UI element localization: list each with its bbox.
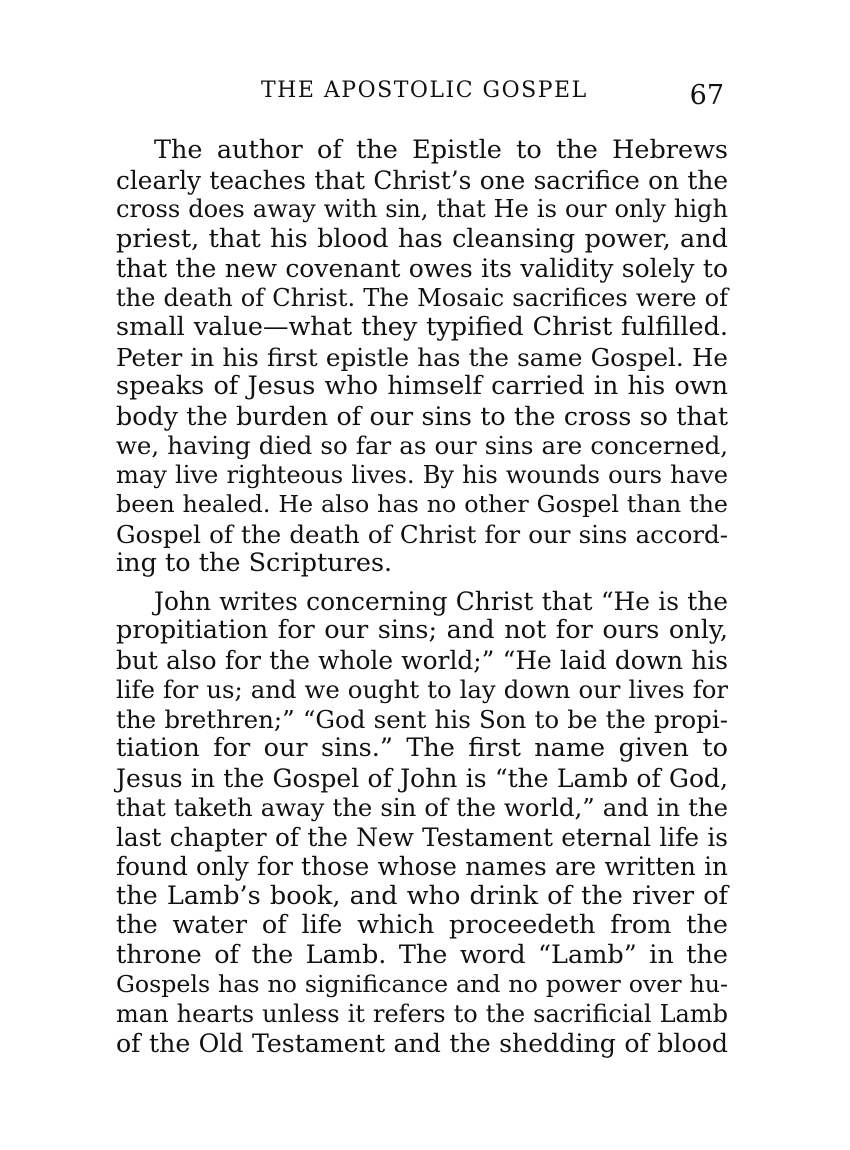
text-line: may live righteous lives. By his wounds ours have bbox=[116, 460, 728, 489]
text-line: last chapter of the New Testament eternal life is bbox=[116, 822, 728, 852]
text-line: found only for those whose names are written in bbox=[116, 852, 728, 881]
body-text bbox=[116, 136, 728, 1059]
text-line: body the burden of our sins to the cross so that bbox=[116, 401, 728, 431]
text-line: Jesus in the Gospel of John is “the Lamb of God, bbox=[116, 763, 728, 793]
text-line: The author of the Epistle to the Hebrews bbox=[154, 135, 728, 165]
text-line: we, having died so far as our sins are concerned, bbox=[116, 431, 728, 460]
text-line: that the new covenant owes its validity solely to bbox=[116, 254, 728, 283]
text-line: tiation for our sins.” The first name given to bbox=[116, 733, 728, 763]
text-line: life for us; and we ought to lay down our lives for bbox=[116, 675, 728, 704]
text-line: the death of Christ. The Mosaic sacrifices were of bbox=[116, 283, 728, 312]
text-line: John writes concerning Christ that “He is the bbox=[154, 586, 728, 616]
text-line: priest, that his blood has cleansing power, and bbox=[116, 223, 728, 254]
text-line: man hearts unless it refers to the sacrificial Lamb bbox=[116, 999, 728, 1028]
text-line: propitiation for our sins; and not for ours only, bbox=[116, 615, 728, 645]
text-line: cross does away with sin, that He is our only high bbox=[116, 195, 728, 223]
text-line: the water of life which proceedeth from the bbox=[116, 910, 728, 940]
text-line: Gospel of the death of Christ for our sins accord- bbox=[116, 519, 728, 549]
text-line: small value—what they typified Christ fulfilled. bbox=[116, 312, 728, 342]
paragraph bbox=[116, 136, 728, 579]
text-line: throne of the Lamb. The word “Lamb” in the bbox=[116, 939, 728, 970]
running-header bbox=[116, 78, 728, 114]
text-line: of the Old Testament and the shedding of blood bbox=[116, 1029, 728, 1058]
text-line: the Lamb’s book, and who drink of the river of bbox=[116, 880, 728, 911]
paragraph-gap bbox=[116, 579, 728, 587]
paragraph bbox=[116, 587, 728, 1059]
page-number: 67 bbox=[689, 80, 724, 111]
text-line: ing to the Scriptures. bbox=[116, 548, 393, 578]
text-line: that taketh away the sin of the world,” and in the bbox=[116, 793, 728, 822]
text-line: clearly teaches that Christ’s one sacrifice on the bbox=[116, 165, 728, 195]
text-line: Peter in his first epistle has the same Gospel. He bbox=[116, 342, 728, 372]
text-line: the brethren;” “God sent his Son to be the propi- bbox=[116, 704, 728, 734]
text-line: speaks of Jesus who himself carried in his own bbox=[116, 371, 728, 401]
text-line: but also for the whole world;” “He laid down his bbox=[116, 645, 728, 675]
running-title: THE APOSTOLIC GOSPEL bbox=[261, 78, 588, 103]
text-line: been healed. He also has no other Gospel than the bbox=[116, 490, 728, 518]
text-line: Gospels has no significance and no power over hu- bbox=[116, 970, 728, 998]
